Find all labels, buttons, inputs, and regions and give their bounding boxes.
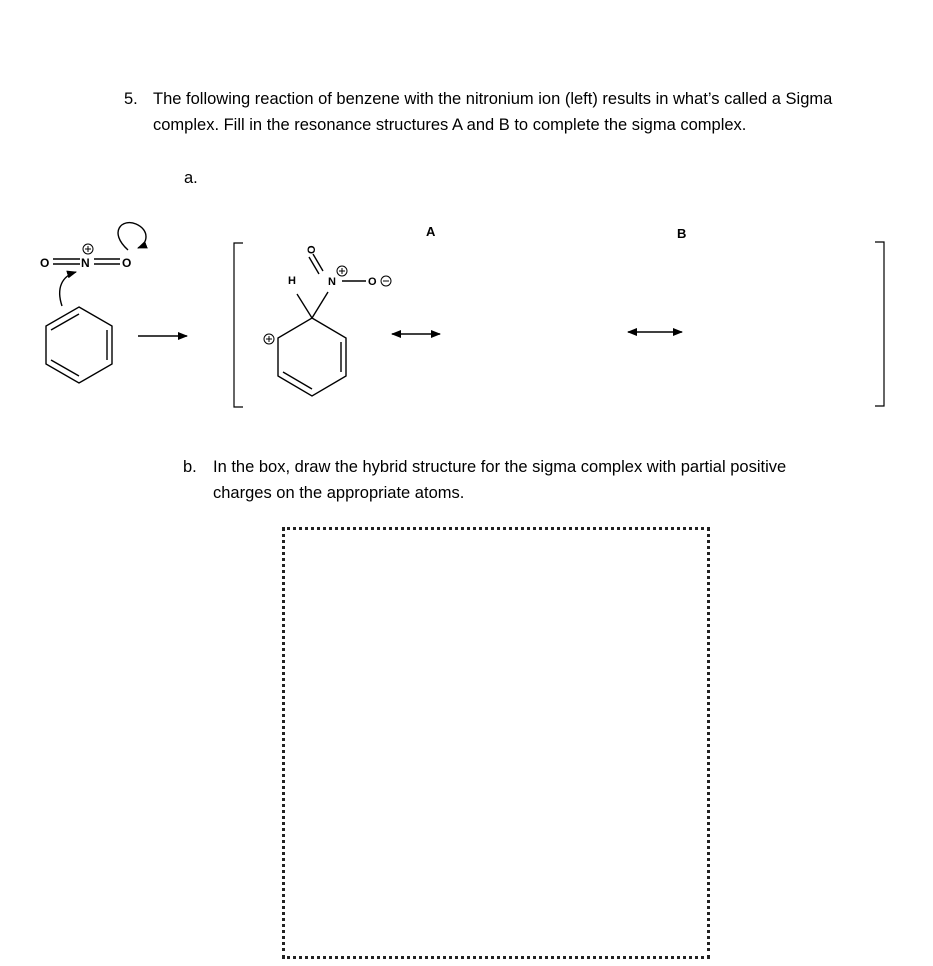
atom-o-left: O xyxy=(40,256,50,270)
left-bracket xyxy=(234,243,243,407)
atom-n-nitronium: N xyxy=(81,256,90,270)
curved-arrow-icon xyxy=(60,272,76,306)
sigma-complex-structure xyxy=(264,245,391,396)
atom-h: H xyxy=(288,275,296,287)
structure-label-b: B xyxy=(677,226,687,241)
part-b-label: b. xyxy=(183,458,197,476)
part-b-text: In the box, draw the hybrid structure for the sigma complex with partial positive charges on the appropriate atoms. xyxy=(213,458,787,502)
nitronium-ion xyxy=(40,244,131,270)
right-bracket xyxy=(875,242,884,406)
benzene-ring xyxy=(46,307,112,383)
structure-label-a: A xyxy=(426,224,436,239)
atom-n-sigma: N xyxy=(328,276,336,288)
reaction-scheme xyxy=(0,210,933,410)
curved-arrow-icon xyxy=(118,223,146,250)
part-a-label: a. xyxy=(184,169,198,187)
question-text: The following reaction of benzene with the nitronium ion (left) results in what’s called a Sigma complex. Fill in the resonance structures A and B to complete the sigma complex. xyxy=(153,90,833,134)
atom-o-right: O xyxy=(122,256,132,270)
question-number: 5. xyxy=(124,90,138,108)
answer-drawing-box[interactable] xyxy=(282,527,710,959)
atom-o-top: O xyxy=(306,245,318,254)
atom-o-minus: O xyxy=(368,276,377,288)
